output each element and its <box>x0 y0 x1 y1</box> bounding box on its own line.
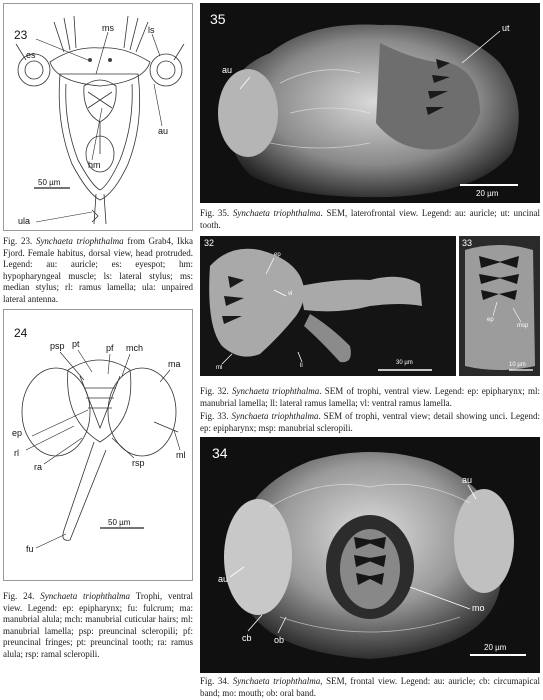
figure-32-sem <box>200 236 456 376</box>
label-ep: ep <box>274 252 281 258</box>
figure-32-micrograph <box>200 236 456 376</box>
label-ll: ll <box>300 363 303 369</box>
label-fu: fu <box>26 544 34 554</box>
label-rsp: rsp <box>132 458 145 468</box>
scale-bar-label: 50 µm <box>38 178 61 187</box>
label-ml: ml <box>216 365 223 371</box>
figure-33-number: 33 <box>462 238 473 248</box>
label-rl: rl <box>14 448 19 458</box>
figure-35-caption: Fig. 35. Synchaeta triophthalma. SEM, laterofrontal view. Legend: au: auricle; ut: uncinal tooth. <box>200 208 540 230</box>
scale-bar-label: 20 µm <box>484 643 507 652</box>
label-ut: ut <box>502 23 510 33</box>
figure-23-number: 23 <box>14 28 28 42</box>
label-au: au <box>158 126 169 136</box>
figure-32-caption: Fig. 32. Synchaeta triophthalma. SEM of trophi, ventral view. Legend: ep: epipharynx; ml: manubrial lamella; ll: lateral ramus lamella; vl: ventral ramus lamella. <box>200 386 540 408</box>
label-cb: cb <box>242 633 252 643</box>
figure-24-illustration <box>4 310 193 581</box>
figure-34-number: 34 <box>212 445 228 461</box>
label-es: es <box>26 50 36 60</box>
label-ra: ra <box>34 462 43 472</box>
scale-bar-label: 10 µm <box>509 362 526 368</box>
figure-34-sem <box>200 437 540 673</box>
figure-24-drawing <box>3 309 193 581</box>
label-mch: mch <box>126 343 144 353</box>
label-hm: hm <box>88 160 101 170</box>
label-ula: ula <box>18 216 31 226</box>
label-au: au <box>222 65 233 75</box>
figure-23-caption: Fig. 23. Synchaeta triophthalma from Grab4, Ikka Fjord. Female habitus, dorsal view, head protruded. Legend: au: auricle; es: eyespot; hm: hypopharyngeal muscle; ls: lateral stylus; ms: median stylus; rl: ramus lamella; ula: unpaired lateral antenna. <box>3 236 194 304</box>
figure-23-illustration <box>4 4 193 231</box>
figure-24-number: 24 <box>14 326 28 340</box>
label-mo: mo <box>472 603 485 613</box>
scale-bar-label: 50 µm <box>108 518 131 527</box>
figure-33-sem <box>459 236 540 376</box>
label-ep: ep <box>12 428 23 438</box>
label-pf: pf <box>106 343 114 353</box>
label-ms: ms <box>102 23 114 33</box>
scale-bar-label: 20 µm <box>476 189 499 198</box>
label-pt: pt <box>72 339 80 349</box>
figure-33-micrograph <box>459 236 540 376</box>
label-ep: ep <box>487 317 494 323</box>
figure-32-number: 32 <box>204 238 215 248</box>
label-ls: ls <box>148 25 155 35</box>
figure-35-number: 35 <box>210 11 226 27</box>
figure-23-drawing <box>3 3 193 231</box>
figure-24-caption: Fig. 24. Synchaeta triophthalma Trophi, ventral view. Legend: ep: epipharynx; fu: fulcrum; ma: manubrial alula; mch: manubrial cuticular hairs; ml: manubrial lamella; psp: preuncinal scleropili; pf: preuncinal fringes; pt: preuncinal tooth; ra: ramus alula; rsp: ramal scleropili. <box>3 591 193 659</box>
label-ma: ma <box>168 359 181 369</box>
label-vl: vl <box>288 291 293 297</box>
figure-34-caption: Fig. 34. Synchaeta triophthalma, SEM, frontal view. Legend: au: auricle; cb: circumapical band; mo: mouth; ob: oral band. <box>200 676 541 698</box>
label-au-left: au <box>218 574 229 584</box>
label-psp: psp <box>50 341 65 351</box>
figure-33-caption: Fig. 33. Synchaeta triophthalma. SEM of trophi, ventral view; detail showing unci. Legend: ep: epipharynx; msp: manubrial scleropili. <box>200 411 540 433</box>
label-msp: msp <box>517 323 529 329</box>
label-ml: ml <box>176 450 186 460</box>
figure-35-micrograph <box>200 3 540 203</box>
label-ob: ob <box>274 635 285 645</box>
scale-bar-label: 30 µm <box>396 360 413 366</box>
label-au-right: au <box>462 475 473 485</box>
figure-35-sem <box>200 3 540 203</box>
